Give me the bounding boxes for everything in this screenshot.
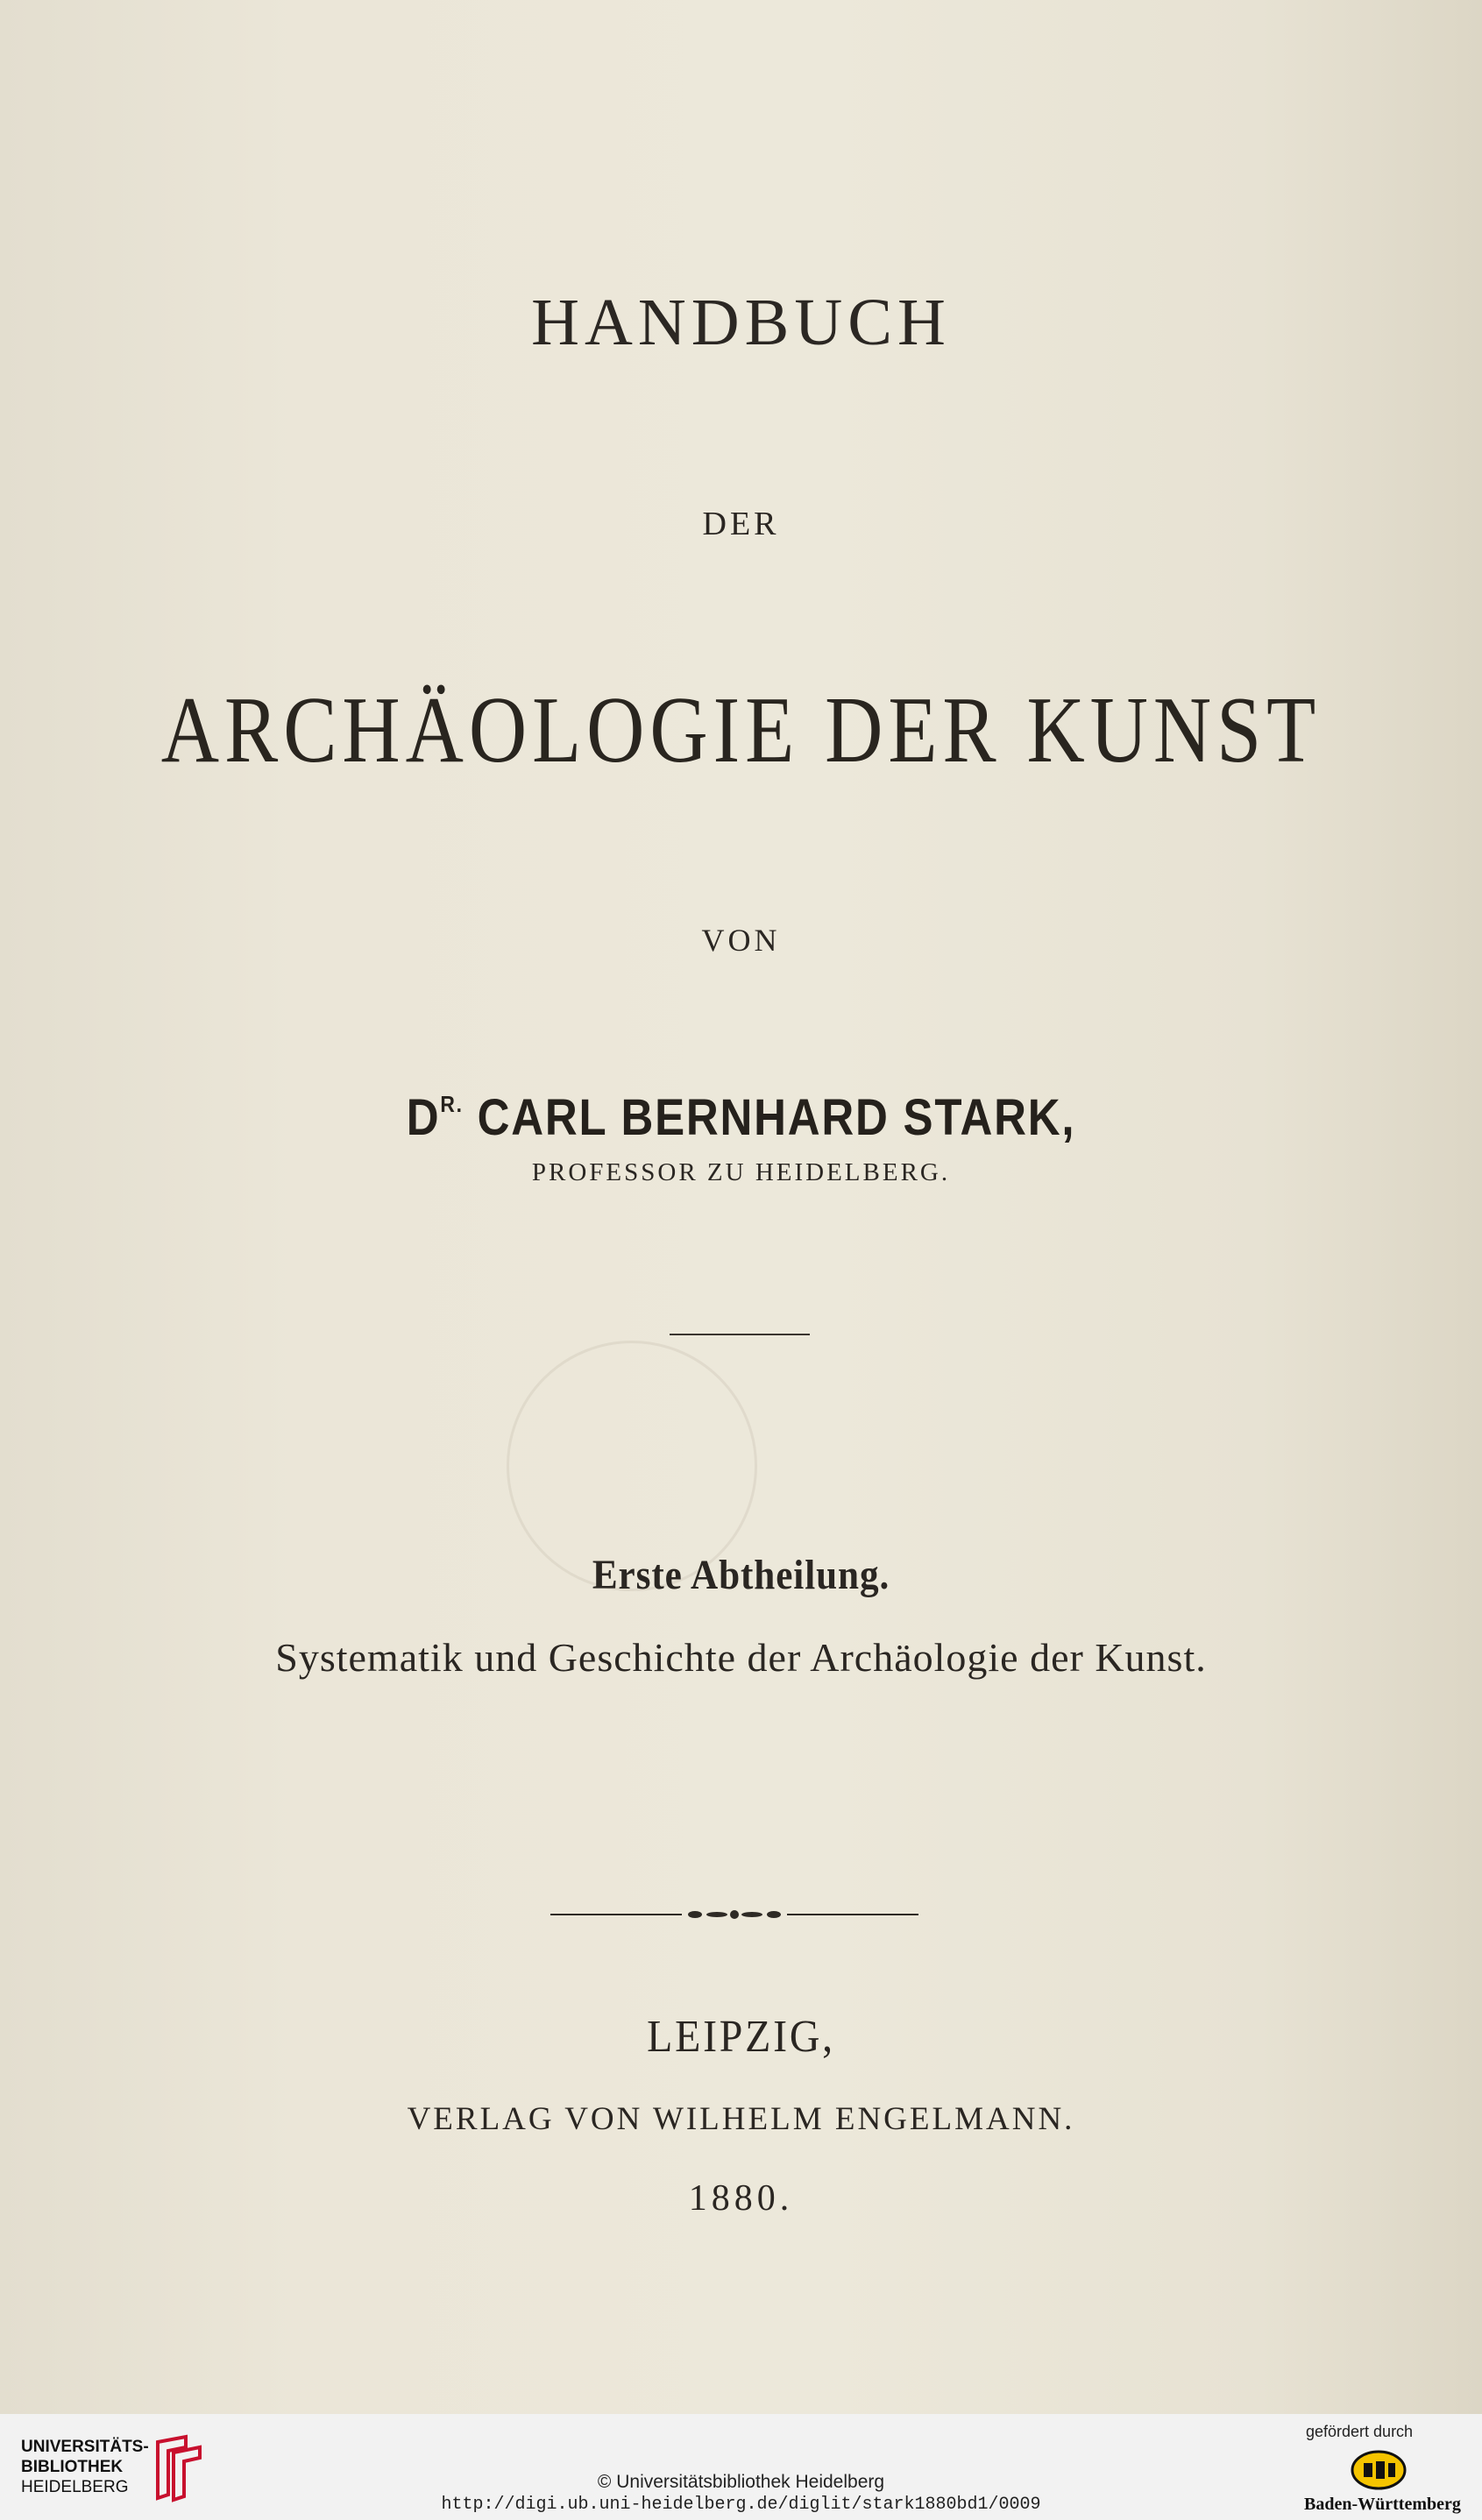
library-line-3: HEIDELBERG	[21, 2478, 129, 2496]
main-title: ARCHÄOLOGIE DER KUNST	[160, 678, 1322, 782]
permalink-url[interactable]: http://digi.ub.uni-heidelberg.de/diglit/stark1880bd1/0009	[441, 2495, 1041, 2515]
ub-heidelberg-logo-icon	[151, 2433, 205, 2503]
baden-wuerttemberg-emblem-icon[interactable]	[1350, 2449, 1408, 2491]
author-prefix: D	[406, 1089, 441, 1146]
title-handbuch: HANDBUCH	[531, 286, 951, 359]
sponsor-label: gefördert durch	[1306, 2423, 1414, 2440]
copyright-notice: © Universitätsbibliothek Heidelberg	[597, 2472, 885, 2492]
library-line-1: UNIVERSITÄTS-	[21, 2438, 149, 2456]
ornament-rule	[550, 1901, 918, 1928]
sponsor-name: Baden-Württemberg	[1304, 2495, 1461, 2514]
viewer-footer	[0, 2414, 1482, 2520]
library-line-2: BIBLIOTHEK	[21, 2458, 124, 2476]
author-affiliation: PROFESSOR ZU HEIDELBERG.	[531, 1158, 951, 1186]
publisher: VERLAG VON WILHELM ENGELMANN.	[407, 2101, 1075, 2137]
title-von: VON	[701, 923, 781, 958]
title-der: DER	[702, 506, 780, 542]
author-line	[89, 1088, 1393, 1147]
publication-city: LEIPZIG,	[647, 2012, 835, 2062]
author-prefix-sup: R.	[440, 1091, 464, 1117]
divider-rule	[670, 1334, 810, 1335]
author-name: CARL BERNHARD STARK,	[477, 1089, 1076, 1146]
division-heading: Erste Abtheilung.	[592, 1552, 890, 1598]
division-subtitle: Systematik und Geschichte der Archäologie der Kunst.	[275, 1635, 1207, 1680]
publication-year: 1880.	[688, 2178, 794, 2219]
